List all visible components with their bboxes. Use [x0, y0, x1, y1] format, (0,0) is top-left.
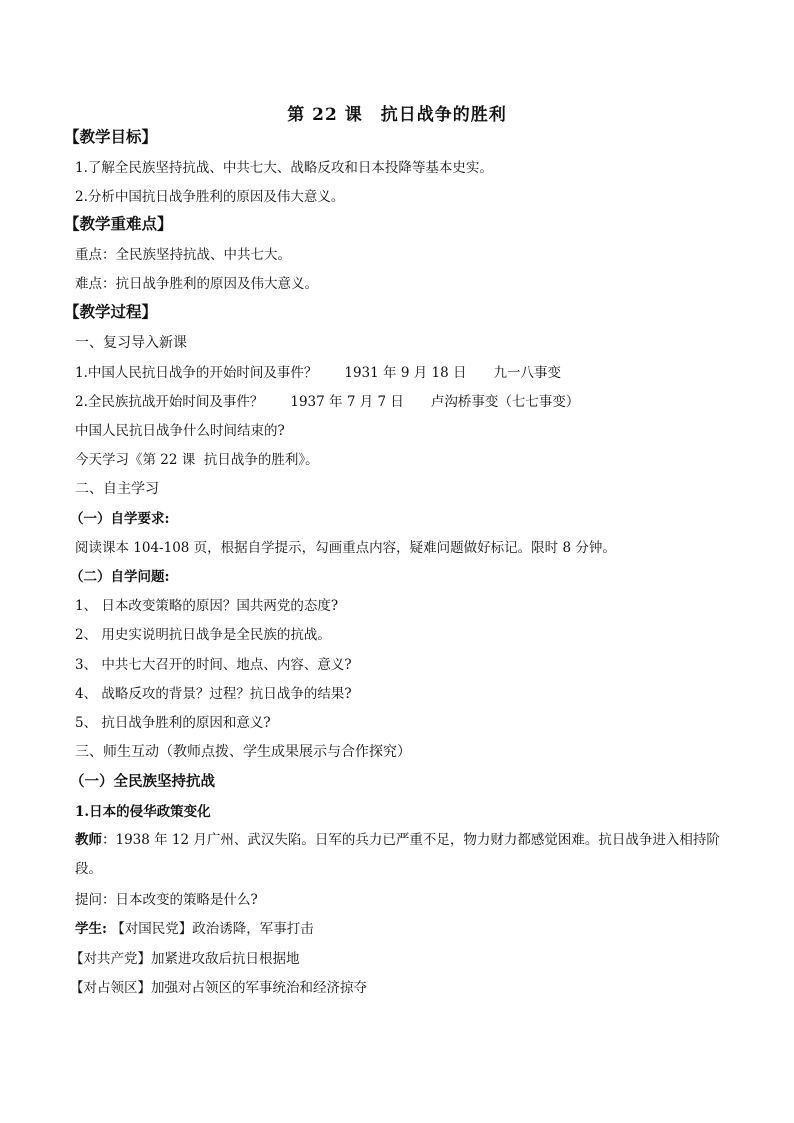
key-point: 重点：全民族坚持抗战、中共七大。	[75, 247, 291, 263]
part1-line-3: 中国人民抗日战争什么时间结束的?	[75, 423, 285, 439]
student-line	[75, 920, 314, 938]
key-points-heading: 【教学重难点】	[64, 214, 173, 233]
teacher-label: 教师	[75, 832, 102, 848]
question-line: 提问：日本改变的策略是什么?	[75, 892, 258, 908]
question-item-4: 4、 战略反攻的背景？过程？抗日战争的结果?	[75, 686, 352, 702]
student-label: 学生:	[75, 921, 107, 937]
part2-title: 二、自主学习	[75, 481, 159, 497]
self-study-requirements-text: 阅读课本 104-108 页，根据自学提示，勾画重点内容，疑难问题做好标记。限时 8 分钟。	[75, 540, 616, 556]
student-text: 【对国民党】政治诱降，军事打击	[106, 921, 314, 937]
difficult-point: 难点：抗日战争胜利的原因及伟大意义。	[75, 276, 318, 292]
question-item-1: 1、 日本改变策略的原因？国共两党的态度?	[75, 598, 339, 614]
self-study-requirements-title: （一）自学要求:	[70, 511, 170, 527]
question-item-2: 2、 用史实说明抗日战争是全民族的抗战。	[75, 627, 331, 643]
question-item-5: 5、 抗日战争胜利的原因和意义?	[75, 715, 271, 731]
self-study-questions-title: （二）自学问题:	[70, 569, 170, 585]
question-item-3: 3、 中共七大召开的时间、地点、内容、意义?	[75, 657, 352, 673]
teacher-text: ：1938 年 12 月广州、武汉失陷。日军的兵力已严重不足，物力财力都感觉困难。抗日战争进入相持阶段。	[75, 832, 720, 877]
part1-title: 一、复习导入新课	[75, 335, 187, 351]
objectives-heading: 【教学目标】	[64, 127, 158, 146]
part1-line-4: 今天学习《第 22 课 抗日战争的胜利》。	[75, 452, 319, 468]
part1-line-1: 1.中国人民抗日战争的开始时间及事件？ 1931 年 9 月 18 日 九一八事变	[75, 365, 561, 381]
part3-subsection-1: （一）全民族坚持抗战	[70, 773, 215, 790]
point-1-heading: 1.日本的侵华政策变化	[75, 804, 211, 820]
process-heading: 【教学过程】	[64, 302, 158, 321]
objective-item-2: 2.分析中国抗日战争胜利的原因及伟大意义。	[75, 189, 345, 205]
part1-line-2: 2.全民族抗战开始时间及事件？ 1937 年 7 月 7 日 卢沟桥事变（七七事变）	[75, 394, 580, 410]
teacher-paragraph	[75, 826, 725, 884]
lesson-title: 第 22 课 抗日战争的胜利	[287, 105, 507, 125]
occupied-area-line: 【对占领区】加强对占领区的军事统治和经济掠夺	[70, 980, 367, 996]
objective-item-1: 1.了解全民族坚持抗战、中共七大、战略反攻和日本投降等基本史实。	[75, 160, 493, 176]
part3-title: 三、师生互动（教师点拨、学生成果展示与合作探究）	[75, 744, 411, 760]
cpc-line: 【对共产党】加紧进攻敌后抗日根据地	[70, 951, 300, 967]
